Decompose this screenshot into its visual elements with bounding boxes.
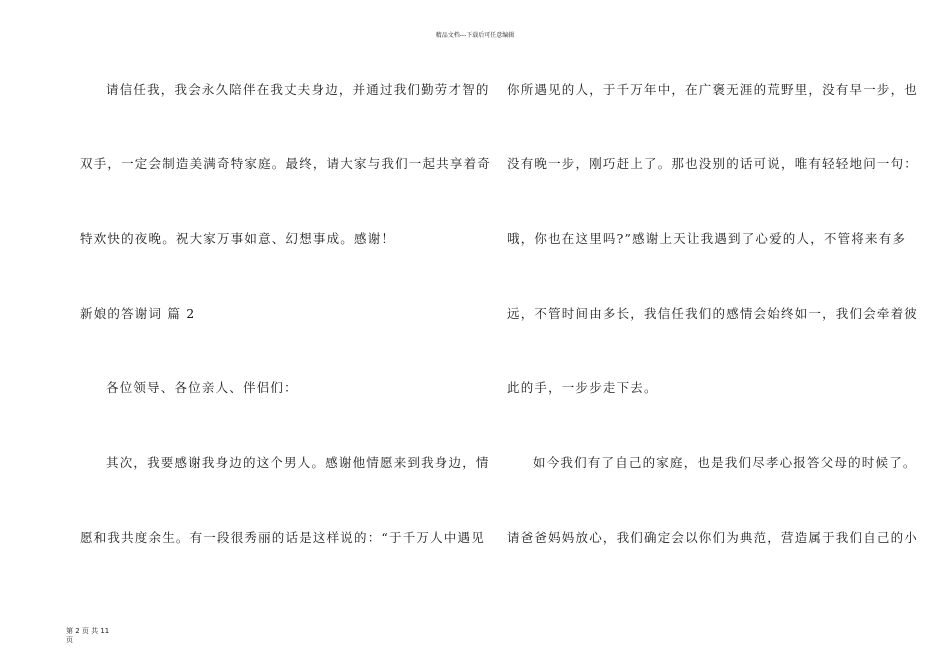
paragraph-line: 愿和我共度余生。有一段很秀丽的话是这样说的：“于千万人中遇见 — [80, 530, 485, 545]
paragraph-line: 此的手，一步步走下去。 — [507, 380, 658, 395]
paragraph-line: 如今我们有了自己的家庭，也是我们尽孝心报答父母的时候了。 — [533, 455, 917, 470]
page-number-line-1: 第 2 页 共 11 — [66, 627, 110, 635]
page-number — [66, 627, 116, 645]
page-number-line-2: 页 — [66, 636, 73, 644]
paragraph-line: 请信任我，我会永久陪伴在我丈夫身边，并通过我们勤劳才智的 — [106, 82, 490, 97]
paragraph-line: 各位领导、各位亲人、伴侣们： — [106, 380, 298, 395]
page-header: 精品文档---下载后可任意编辑 — [435, 32, 515, 39]
paragraph-line: 没有晚一步，刚巧赶上了。那也没别的话可说，唯有轻轻地问一句： — [507, 156, 919, 171]
paragraph-line: 双手，一定会制造美满奇特家庭。最终，请大家与我们一起共享着奇 — [80, 156, 492, 171]
paragraph-line: 哦，你也在这里吗?”感谢上天让我遇到了心爱的人，不管将来有多 — [507, 231, 907, 246]
paragraph-line: 你所遇见的人，于千万年中，在广褒无涯的荒野里，没有早一步，也 — [507, 82, 919, 97]
paragraph-line: 请爸爸妈妈放心，我们确定会以你们为典范，营造属于我们自己的小 — [507, 530, 919, 545]
section-heading: 新娘的答谢词 篇 2 — [80, 306, 196, 321]
paragraph-line: 远，不管时间由多长，我信任我们的感情会始终如一，我们会牵着彼 — [507, 306, 919, 321]
paragraph-line: 其次，我要感谢我身边的这个男人。感谢他情愿来到我身边，情 — [106, 455, 490, 470]
paragraph-line: 特欢快的夜晚。祝大家万事如意、幻想事成。感谢！ — [80, 231, 396, 246]
